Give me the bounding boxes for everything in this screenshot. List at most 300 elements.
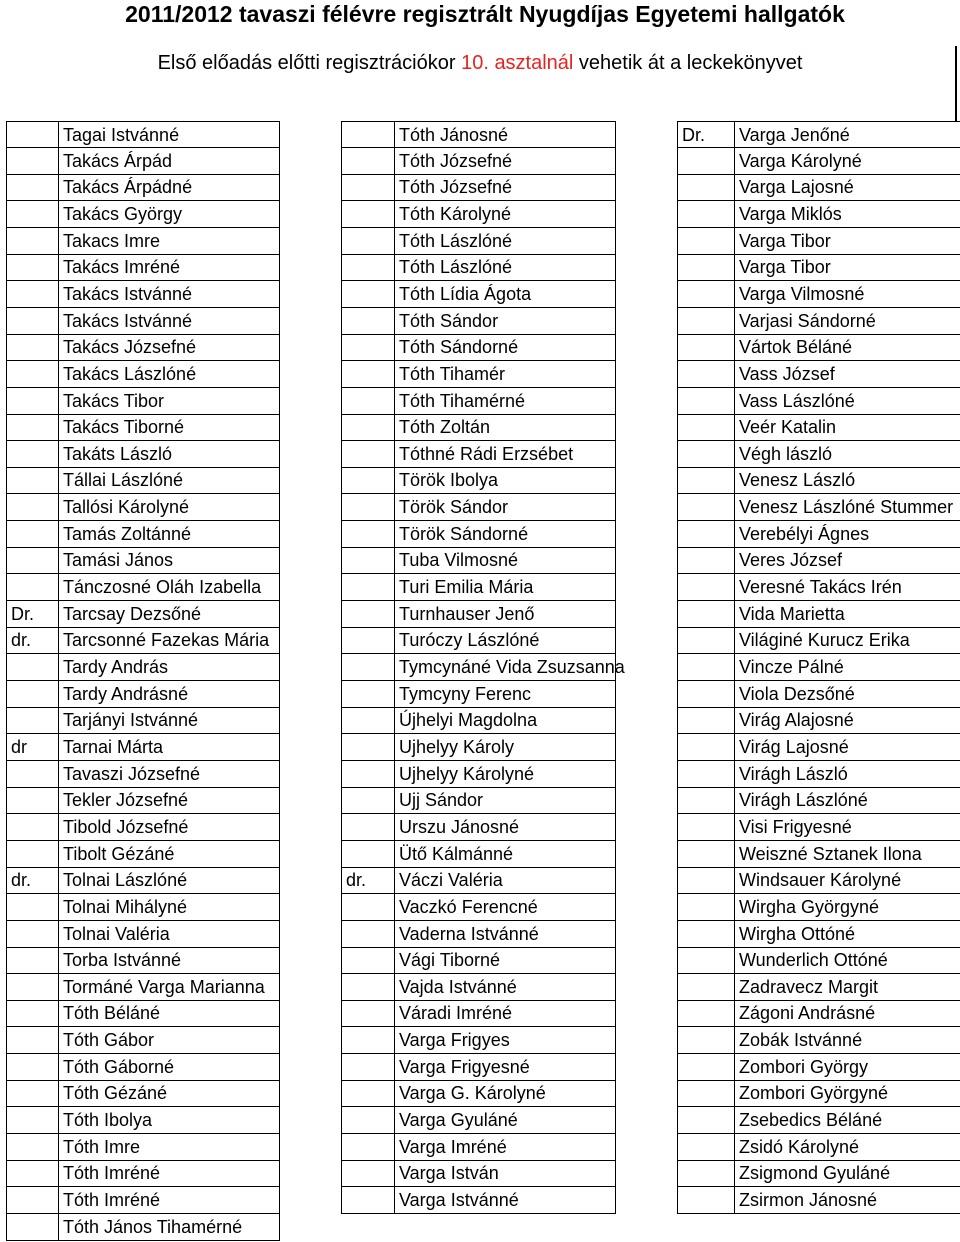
table-row — [341, 521, 616, 548]
name-cell: Takács Imréné — [58, 254, 280, 281]
title-prefix-cell — [341, 121, 394, 148]
title-prefix-cell — [341, 734, 394, 761]
name-cell: Vass Lászlóné — [734, 388, 960, 415]
name-cell: Ujhelyy Károly — [394, 734, 616, 761]
title-prefix-cell — [677, 308, 734, 335]
name-cell: Tormáné Varga Marianna — [58, 974, 280, 1001]
name-cell: Vass József — [734, 361, 960, 388]
name-cell: Tamási János — [58, 547, 280, 574]
table-row — [677, 467, 960, 494]
table-row — [677, 441, 960, 468]
title-prefix-cell — [6, 787, 58, 814]
name-cell: Veres József — [734, 547, 960, 574]
title-prefix-cell — [341, 761, 394, 788]
subtitle-highlight: 10. asztalnál — [461, 52, 574, 74]
name-cell: Zsidó Károlyné — [734, 1134, 960, 1161]
table-row — [341, 201, 616, 228]
name-cell: Varga Frigyesné — [394, 1054, 616, 1081]
title-prefix-cell — [677, 921, 734, 948]
table-row — [341, 734, 616, 761]
name-cell: Turnhauser Jenő — [394, 601, 616, 628]
title-prefix-cell — [6, 1214, 58, 1241]
name-cell: Tóth Imréné — [58, 1187, 280, 1214]
page-subtitle — [0, 50, 960, 76]
name-cell: Varga Miklós — [734, 201, 960, 228]
name-cell: Török Sándorné — [394, 521, 616, 548]
title-prefix-cell — [6, 1134, 58, 1161]
name-cell: Urszu Jánosné — [394, 814, 616, 841]
table-row — [677, 174, 960, 201]
name-cell: Zsebedics Béláné — [734, 1107, 960, 1134]
name-cell: Venesz László — [734, 467, 960, 494]
name-cell: Tardy András — [58, 654, 280, 681]
table-row — [6, 388, 280, 415]
title-prefix-cell — [341, 1107, 394, 1134]
title-prefix-cell — [6, 707, 58, 734]
right-border-line — [955, 46, 957, 122]
table-row — [677, 334, 960, 361]
name-cell: Tóth Ibolya — [58, 1107, 280, 1134]
title-prefix-cell — [6, 334, 58, 361]
name-cell: Windsauer Károlyné — [734, 867, 960, 894]
name-cell: Viola Dezsőné — [734, 681, 960, 708]
table-row — [6, 787, 280, 814]
title-prefix-cell — [341, 414, 394, 441]
name-cell: Varga Istvánné — [394, 1187, 616, 1214]
table-row — [6, 281, 280, 308]
table-row — [341, 148, 616, 175]
title-prefix-cell — [341, 494, 394, 521]
title-prefix-cell — [677, 974, 734, 1001]
table-row — [341, 761, 616, 788]
name-cell: Zsigmond Gyuláné — [734, 1160, 960, 1187]
title-prefix-cell — [341, 787, 394, 814]
name-cell: Wirgha Györgyné — [734, 894, 960, 921]
title-prefix-cell — [341, 574, 394, 601]
title-prefix-cell — [6, 1187, 58, 1214]
title-prefix-cell — [677, 174, 734, 201]
title-prefix-cell — [6, 1080, 58, 1107]
title-prefix-cell — [677, 1054, 734, 1081]
title-prefix-cell — [341, 174, 394, 201]
table-row — [341, 308, 616, 335]
subtitle-text-after: vehetik át a leckekönyvet — [573, 52, 803, 74]
table-row — [6, 1080, 280, 1107]
title-prefix-cell — [6, 361, 58, 388]
title-prefix-cell — [6, 308, 58, 335]
title-prefix-cell — [341, 361, 394, 388]
table-row — [677, 814, 960, 841]
name-cell: Tolnai Lászlóné — [58, 867, 280, 894]
table-row — [6, 734, 280, 761]
table-row — [341, 281, 616, 308]
name-cell: Takacs Imre — [58, 228, 280, 255]
table-row — [677, 627, 960, 654]
title-prefix-cell — [677, 254, 734, 281]
table-row — [341, 228, 616, 255]
name-cell: Vida Marietta — [734, 601, 960, 628]
name-cell: Veér Katalin — [734, 414, 960, 441]
name-cell: Tuba Vilmosné — [394, 547, 616, 574]
title-prefix-cell — [6, 974, 58, 1001]
table-row — [341, 1054, 616, 1081]
table-row — [341, 707, 616, 734]
table-row — [6, 1107, 280, 1134]
title-prefix-cell — [6, 254, 58, 281]
title-prefix-cell — [677, 1080, 734, 1107]
name-cell: Varga István — [394, 1160, 616, 1187]
table-row — [6, 254, 280, 281]
title-prefix-cell — [6, 467, 58, 494]
title-prefix-cell — [677, 547, 734, 574]
title-prefix-cell — [677, 441, 734, 468]
name-cell: Takács Istvánné — [58, 281, 280, 308]
name-cell: Varga Károlyné — [734, 148, 960, 175]
table-row — [341, 121, 616, 148]
table-row — [677, 281, 960, 308]
title-prefix-cell: dr. — [6, 627, 58, 654]
page-title: 2011/2012 tavaszi félévre regisztrált Nyugdíjas Egyetemi hallgatók — [125, 1, 845, 27]
title-prefix-cell — [677, 494, 734, 521]
table-row — [677, 1054, 960, 1081]
table-row — [677, 974, 960, 1001]
name-cell: Tarnai Márta — [58, 734, 280, 761]
table-row — [677, 921, 960, 948]
title-prefix-cell — [341, 814, 394, 841]
table-row — [6, 627, 280, 654]
table-row — [677, 308, 960, 335]
name-cell: Tóth Lászlóné — [394, 254, 616, 281]
table-row — [677, 414, 960, 441]
table-row — [677, 1160, 960, 1187]
name-cell: Varga G. Károlyné — [394, 1080, 616, 1107]
name-cell: Török Ibolya — [394, 467, 616, 494]
name-cell: Török Sándor — [394, 494, 616, 521]
title-prefix-cell — [341, 841, 394, 868]
name-cell: Váradi Imréné — [394, 1000, 616, 1027]
table-row — [6, 228, 280, 255]
table-row — [6, 201, 280, 228]
table-row — [341, 681, 616, 708]
name-cell: Weiszné Sztanek Ilona — [734, 841, 960, 868]
name-cell: Takáts László — [58, 441, 280, 468]
table-row — [677, 228, 960, 255]
table-row — [677, 787, 960, 814]
name-cell: Virág Lajosné — [734, 734, 960, 761]
table-row — [341, 1134, 616, 1161]
name-cell: Tóth Zoltán — [394, 414, 616, 441]
table-row — [677, 388, 960, 415]
name-cell: Varjasi Sándorné — [734, 308, 960, 335]
table-row — [341, 867, 616, 894]
title-prefix-cell — [677, 201, 734, 228]
title-prefix-cell — [6, 654, 58, 681]
title-prefix-cell — [677, 361, 734, 388]
table-row — [6, 467, 280, 494]
name-cell: Tardy Andrásné — [58, 681, 280, 708]
title-prefix-cell — [341, 1134, 394, 1161]
title-prefix-cell — [6, 121, 58, 148]
title-prefix-cell — [6, 814, 58, 841]
name-cell: Takács Tiborné — [58, 414, 280, 441]
title-prefix-cell — [677, 814, 734, 841]
title-prefix-cell — [677, 734, 734, 761]
name-cell: Vártok Béláné — [734, 334, 960, 361]
name-cell: Takács György — [58, 201, 280, 228]
table-row — [677, 254, 960, 281]
title-prefix-cell — [677, 1187, 734, 1214]
table-row — [341, 814, 616, 841]
name-cell: Takács Árpád — [58, 148, 280, 175]
title-prefix-cell: Dr. — [6, 601, 58, 628]
name-cell: Venesz Lászlóné Stummer — [734, 494, 960, 521]
table-row — [677, 681, 960, 708]
name-cell: Visi Frigyesné — [734, 814, 960, 841]
name-cell: Tolnai Mihályné — [58, 894, 280, 921]
name-cell: Ujj Sándor — [394, 787, 616, 814]
title-prefix-cell — [341, 308, 394, 335]
title-prefix-cell — [6, 521, 58, 548]
table-row — [6, 441, 280, 468]
name-cell: Vaczkó Ferencné — [394, 894, 616, 921]
table-row — [6, 148, 280, 175]
name-cell: Zágoni Andrásné — [734, 1000, 960, 1027]
table-row — [6, 601, 280, 628]
table-row — [677, 1080, 960, 1107]
title-prefix-cell — [341, 201, 394, 228]
title-prefix-cell — [341, 1187, 394, 1214]
table-row — [6, 654, 280, 681]
name-cell: Turi Emilia Mária — [394, 574, 616, 601]
table-row — [6, 1027, 280, 1054]
title-prefix-cell — [341, 921, 394, 948]
table-row — [341, 388, 616, 415]
name-cell: Tóth Béláné — [58, 1000, 280, 1027]
table-row — [341, 601, 616, 628]
name-cell: Varga Frigyes — [394, 1027, 616, 1054]
name-cell: Tóth Sándorné — [394, 334, 616, 361]
table-row — [677, 1000, 960, 1027]
table-row — [6, 1160, 280, 1187]
table-row — [341, 1027, 616, 1054]
table-row — [677, 521, 960, 548]
name-cell: Tóth Imréné — [58, 1160, 280, 1187]
title-prefix-cell — [6, 894, 58, 921]
name-cell: Tóth Lídia Ágota — [394, 281, 616, 308]
title-prefix-cell: Dr. — [677, 121, 734, 148]
table-row — [677, 201, 960, 228]
title-prefix-cell: dr. — [341, 867, 394, 894]
title-prefix-cell — [677, 841, 734, 868]
name-cell: Tekler Józsefné — [58, 787, 280, 814]
title-prefix-cell — [6, 921, 58, 948]
name-cell: Takács Árpádné — [58, 174, 280, 201]
title-prefix-cell — [6, 1027, 58, 1054]
title-prefix-cell — [677, 148, 734, 175]
table-row — [677, 707, 960, 734]
name-cell: Végh lászló — [734, 441, 960, 468]
table-row — [341, 627, 616, 654]
title-prefix-cell — [6, 1160, 58, 1187]
table-row — [6, 761, 280, 788]
name-cell: Takács Istvánné — [58, 308, 280, 335]
name-cell: Zombori Györgyné — [734, 1080, 960, 1107]
name-cell: Virág Alajosné — [734, 707, 960, 734]
title-prefix-cell — [341, 947, 394, 974]
title-prefix-cell — [6, 388, 58, 415]
name-cell: Tóth Jánosné — [394, 121, 616, 148]
title-prefix-cell — [341, 1000, 394, 1027]
name-cell: Tibold Józsefné — [58, 814, 280, 841]
table-row — [6, 361, 280, 388]
name-cell: Tánczosné Oláh Izabella — [58, 574, 280, 601]
table-row — [341, 947, 616, 974]
table-row — [677, 547, 960, 574]
name-cell: Újhelyi Magdolna — [394, 707, 616, 734]
title-prefix-cell — [677, 414, 734, 441]
name-cell: Tóth Tihamér — [394, 361, 616, 388]
table-row — [341, 441, 616, 468]
title-prefix-cell — [6, 174, 58, 201]
title-prefix-cell — [6, 1054, 58, 1081]
title-prefix-cell — [341, 1080, 394, 1107]
table-row — [341, 1187, 616, 1214]
title-prefix-cell: dr. — [6, 867, 58, 894]
table-row — [6, 1214, 280, 1241]
title-prefix-cell — [677, 1027, 734, 1054]
title-prefix-cell — [6, 281, 58, 308]
table-row — [677, 1187, 960, 1214]
table-row — [341, 1000, 616, 1027]
name-cell: Takács Lászlóné — [58, 361, 280, 388]
title-prefix-cell — [677, 894, 734, 921]
title-prefix-cell — [341, 974, 394, 1001]
name-cell: Tóth Józsefné — [394, 174, 616, 201]
title-prefix-cell — [6, 494, 58, 521]
table-row — [341, 787, 616, 814]
name-cell: Varga Vilmosné — [734, 281, 960, 308]
table-row — [6, 841, 280, 868]
name-cell: Vági Tiborné — [394, 947, 616, 974]
name-cell: Verebélyi Ágnes — [734, 521, 960, 548]
table-row — [6, 1187, 280, 1214]
table-row — [6, 308, 280, 335]
title-prefix-cell — [6, 148, 58, 175]
table-row — [677, 148, 960, 175]
title-prefix-cell — [6, 441, 58, 468]
name-cell: Ujhelyy Károlyné — [394, 761, 616, 788]
name-cell: Tállai Lászlóné — [58, 467, 280, 494]
table-row — [341, 894, 616, 921]
table-row — [677, 1107, 960, 1134]
title-prefix-cell — [341, 467, 394, 494]
name-cell: Vincze Pálné — [734, 654, 960, 681]
title-prefix-cell — [677, 601, 734, 628]
table-row — [6, 707, 280, 734]
title-prefix-cell — [6, 1000, 58, 1027]
name-cell: Varga Gyuláné — [394, 1107, 616, 1134]
table-row — [341, 1160, 616, 1187]
table-row — [677, 654, 960, 681]
name-cell: Tarcsay Dezsőné — [58, 601, 280, 628]
title-prefix-cell — [6, 414, 58, 441]
title-prefix-cell — [341, 654, 394, 681]
table-row — [677, 841, 960, 868]
name-cell: Torba Istvánné — [58, 947, 280, 974]
title-prefix-cell — [677, 334, 734, 361]
name-cell: Wirgha Ottóné — [734, 921, 960, 948]
table-row — [6, 521, 280, 548]
table-row — [341, 334, 616, 361]
table-row — [677, 601, 960, 628]
table-row — [677, 1027, 960, 1054]
table-row — [341, 414, 616, 441]
table-row — [341, 1080, 616, 1107]
table-row — [341, 921, 616, 948]
name-cell: Tóth Sándor — [394, 308, 616, 335]
table-row — [6, 494, 280, 521]
title-prefix-cell — [341, 521, 394, 548]
table-row — [6, 814, 280, 841]
name-cell: Turóczy Lászlóné — [394, 627, 616, 654]
title-prefix-cell — [6, 681, 58, 708]
name-cell: Tolnai Valéria — [58, 921, 280, 948]
table-row — [341, 467, 616, 494]
title-prefix-cell — [677, 521, 734, 548]
title-prefix-cell — [6, 574, 58, 601]
title-prefix-cell — [341, 388, 394, 415]
name-cell: Tibolt Gézáné — [58, 841, 280, 868]
name-cell: Tamás Zoltánné — [58, 521, 280, 548]
name-cell: Veresné Takács Irén — [734, 574, 960, 601]
name-cell: Ütő Kálmánné — [394, 841, 616, 868]
title-prefix-cell — [341, 1027, 394, 1054]
name-cell: Zsirmon Jánosné — [734, 1187, 960, 1214]
subtitle-text-before: Első előadás előtti regisztrációkor — [157, 52, 462, 74]
title-prefix-cell — [341, 627, 394, 654]
title-prefix-cell — [677, 1000, 734, 1027]
table-row — [677, 574, 960, 601]
title-prefix-cell — [677, 1107, 734, 1134]
name-cell: Tymcynáné Vida Zsuzsanna — [394, 654, 616, 681]
name-cell: Tavaszi Józsefné — [58, 761, 280, 788]
title-prefix-cell — [341, 1160, 394, 1187]
table-row — [677, 947, 960, 974]
name-cell: Takács Józsefné — [58, 334, 280, 361]
title-prefix-cell — [341, 441, 394, 468]
table-row — [341, 361, 616, 388]
table-row — [677, 894, 960, 921]
table-row — [341, 574, 616, 601]
name-cell: Váczi Valéria — [394, 867, 616, 894]
title-prefix-cell — [341, 1054, 394, 1081]
table-row — [6, 921, 280, 948]
title-prefix-cell — [677, 867, 734, 894]
title-prefix-cell — [341, 148, 394, 175]
table-row — [6, 547, 280, 574]
title-prefix-cell — [341, 681, 394, 708]
title-prefix-cell — [341, 601, 394, 628]
title-prefix-cell — [677, 761, 734, 788]
table-row — [341, 1107, 616, 1134]
name-cell: Tóth Imre — [58, 1134, 280, 1161]
name-cell: Virágh Lászlóné — [734, 787, 960, 814]
table-row — [341, 654, 625, 681]
table-row — [341, 254, 616, 281]
table-row — [6, 1054, 280, 1081]
table-row — [6, 174, 280, 201]
title-prefix-cell — [677, 574, 734, 601]
